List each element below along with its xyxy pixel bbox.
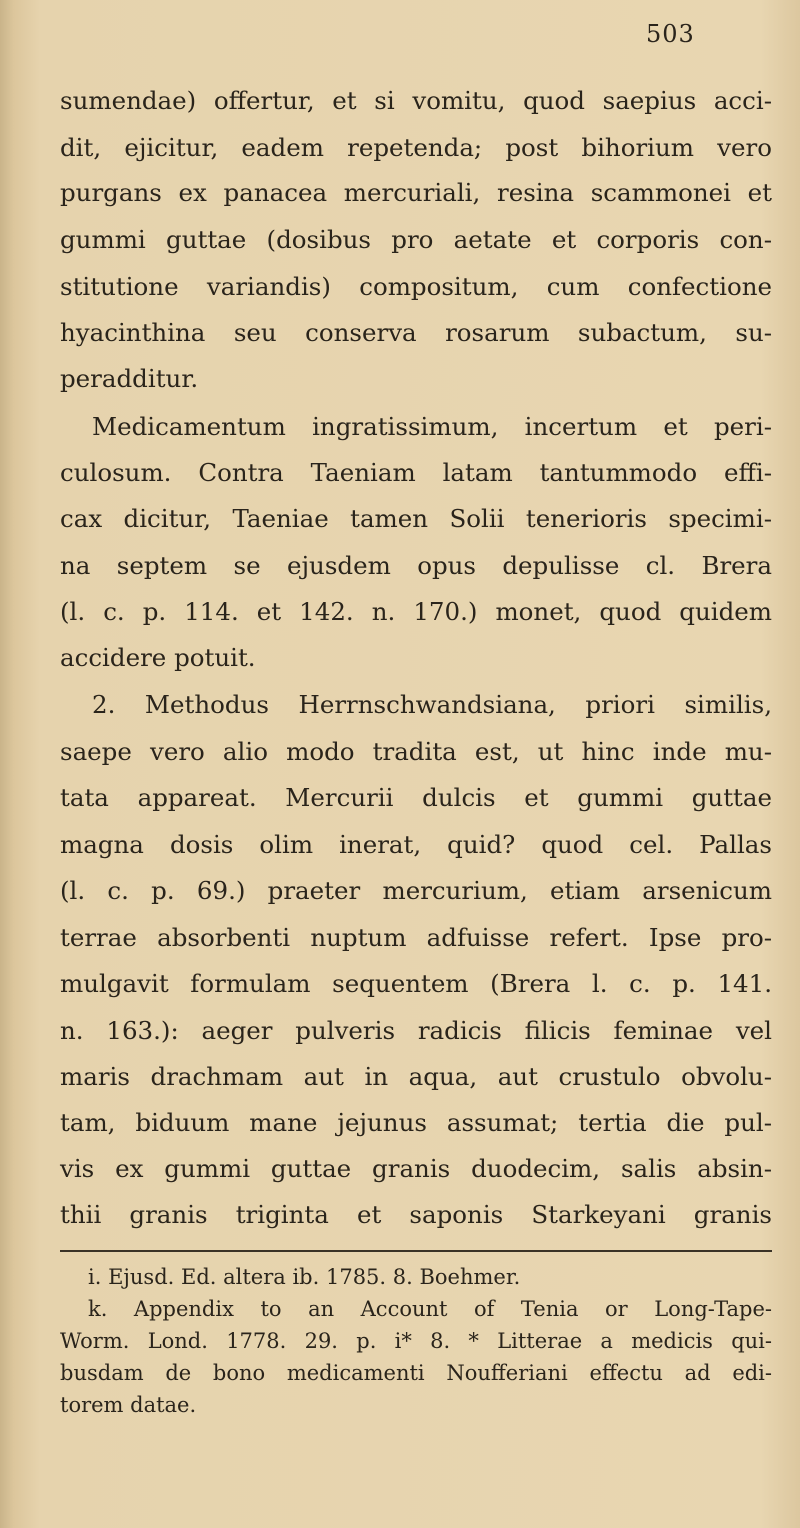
footnote-k: k. Appendix to an Account of Tenia or Long-Tape- bbox=[88, 1297, 772, 1321]
text-line-16: tata appareat. Mercurii dulcis et gummi guttae bbox=[60, 783, 772, 812]
footnote-i: i. Ejusd. Ed. altera ib. 1785. 8. Boehmer. bbox=[88, 1265, 521, 1289]
text-line-21: n. 163.): aeger pulveris radicis filicis feminae vel bbox=[60, 1016, 772, 1045]
text-line-24: vis ex gummi guttae granis duodecim, salis absin- bbox=[60, 1154, 772, 1183]
footnote-k-line-2: Worm. Lond. 1778. 29. p. i* 8. * Litterae a medicis qui- bbox=[60, 1329, 772, 1353]
text-line-14: 2. Methodus Herrnschwandsiana, priori similis, bbox=[92, 690, 772, 719]
text-line-8: Medicamentum ingratissimum, incertum et peri- bbox=[92, 412, 772, 441]
text-line-6: hyacinthina seu conserva rosarum subactum, su- bbox=[60, 318, 772, 347]
text-line-10: cax dicitur, Taeniae tamen Solii tenerioris specimi- bbox=[60, 504, 772, 533]
text-line-19: terrae absorbenti nuptum adfuisse refert. Ipse pro- bbox=[60, 923, 772, 952]
text-line-2: dit, ejicitur, eadem repetenda; post bihorium vero bbox=[60, 133, 772, 162]
text-line-12: (l. c. p. 114. et 142. n. 170.) monet, quod quidem bbox=[60, 597, 772, 626]
text-line-1: sumendae) offertur, et si vomitu, quod saepius acci- bbox=[60, 86, 772, 115]
text-line-20: mulgavit formulam sequentem (Brera l. c. p. 141. bbox=[60, 969, 772, 998]
text-line-13: accidere potuit. bbox=[60, 643, 256, 672]
text-line-23: tam, biduum mane jejunus assumat; tertia die pul- bbox=[60, 1108, 772, 1137]
footnote-k-line-3: busdam de bono medicamenti Noufferiani effectu ad edi- bbox=[60, 1361, 772, 1385]
text-line-4: gummi guttae (dosibus pro aetate et corporis con- bbox=[60, 225, 772, 254]
text-line-15: saepe vero alio modo tradita est, ut hinc inde mu- bbox=[60, 737, 772, 766]
text-line-22: maris drachmam aut in aqua, aut crustulo obvolu- bbox=[60, 1062, 772, 1091]
text-line-9: culosum. Contra Taeniam latam tantummodo effi- bbox=[60, 458, 772, 487]
text-line-7: peradditur. bbox=[60, 364, 199, 393]
text-line-17: magna dosis olim inerat, quid? quod cel. Pallas bbox=[60, 830, 772, 859]
text-line-18: (l. c. p. 69.) praeter mercurium, etiam arsenicum bbox=[60, 876, 772, 905]
text-line-25: thii granis triginta et saponis Starkeyani granis bbox=[60, 1200, 772, 1229]
text-line-3: purgans ex panacea mercuriali, resina scammonei et bbox=[60, 178, 772, 207]
footnote-rule bbox=[60, 1250, 772, 1252]
page-number: 503 bbox=[646, 20, 695, 48]
footnote-k-line-4: torem datae. bbox=[60, 1393, 197, 1417]
text-line-11: na septem se ejusdem opus depulisse cl. Brera bbox=[60, 551, 772, 580]
text-line-5: stitutione variandis) compositum, cum confectione bbox=[60, 272, 772, 301]
